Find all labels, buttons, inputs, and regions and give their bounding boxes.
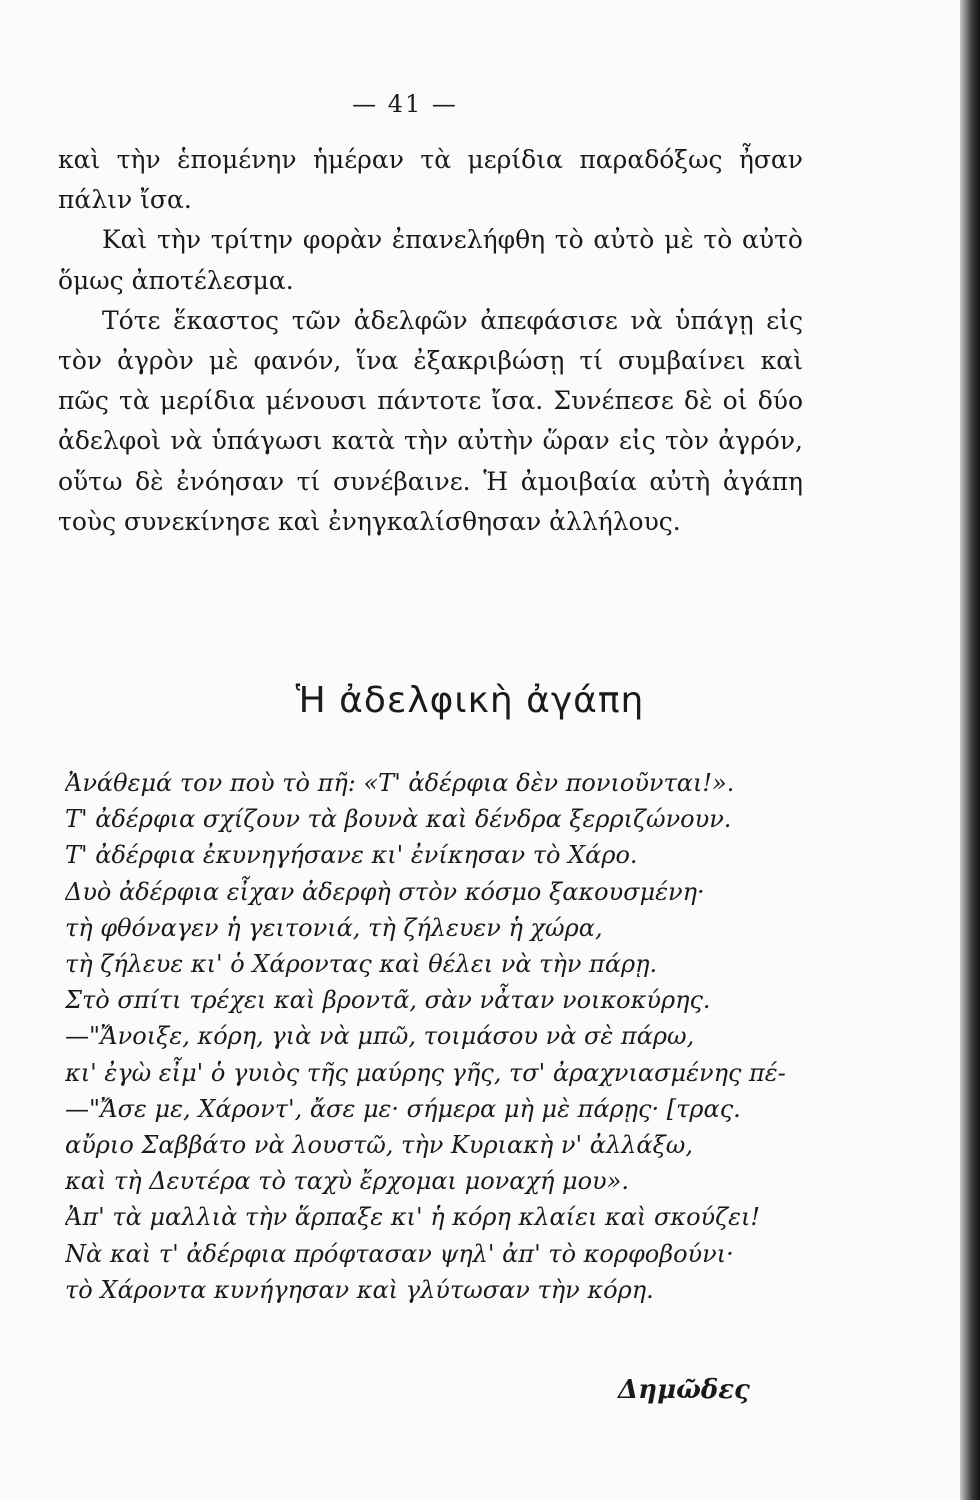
poem-line: Τ' ἀδέρφια σχίζουν τὰ βουνὰ καὶ δένδρα ξερριζώνουν. xyxy=(65,805,732,834)
page-number: — 41 — xyxy=(352,90,458,118)
poem-title: Ἡ ἀδελφικὴ ἀγάπη xyxy=(295,680,645,721)
poem-line: Νὰ καὶ τ' ἀδέρφια πρόφτασαν ψηλ' ἀπ' τὸ κορφοβούνι· xyxy=(65,1239,734,1268)
poem xyxy=(65,765,810,1308)
poem-line: Ἀπ' τὰ μαλλιὰ τὴν ἅρπαξε κι' ἡ κόρη κλαίει καὶ σκούζει! xyxy=(65,1203,761,1232)
poem-line: Ἀνάθεμά τον ποὺ τὸ πῆ: «Τ' ἀδέρφια δὲν πονιοῦνται!». xyxy=(65,769,735,797)
poem-line: —"Ἄσε με, Χάροντ', ἄσε με· σήμερα μὴ μὲ πάρῃς· [τρας. xyxy=(65,1094,741,1123)
page-edge-shadow xyxy=(960,0,980,1500)
poem-line: καὶ τὴ Δευτέρα τὸ ταχὺ ἔρχομαι μοναχή μου». xyxy=(65,1167,629,1196)
poem-line: Τ' ἀδέρφια ἐκυνηγήσανε κι' ἐνίκησαν τὸ Χάρο. xyxy=(65,841,638,870)
prose-paragraph: Καὶ τὴν τρίτην φορὰν ἐπανελήφθη τὸ αὐτὸ μὲ τὸ αὐτὸ ὅμως ἀποτέλεσμα. xyxy=(58,225,803,295)
prose-paragraph: καὶ τὴν ἑπομένην ἡμέραν τὰ μερίδια παραδόξως ἦσαν πάλιν ἴσα. xyxy=(58,145,803,215)
poem-attribution: Δημῶδες xyxy=(618,1375,750,1405)
poem-line: Στὸ σπίτι τρέχει καὶ βροντᾶ, σὰν νἆταν νοικοκύρης. xyxy=(65,986,711,1015)
poem-line: τὴ φθόναγεν ἡ γειτονιά, τὴ ζήλευεν ἡ χώρα, xyxy=(65,913,603,942)
poem-line: τὴ ζήλευε κι' ὁ Χάροντας καὶ θέλει νὰ τὴν πάρῃ. xyxy=(65,950,658,979)
poem-line: αὔριο Σαββάτο νὰ λουστῶ, τὴν Κυριακὴ ν' ἀλλάξω, xyxy=(65,1131,693,1160)
prose-section xyxy=(58,140,803,542)
poem-line: κι' ἐγὼ εἶμ' ὁ γυιὸς τῆς μαύρης γῆς, τσ' ἀραχνιασμένης πέ- xyxy=(65,1058,786,1087)
poem-line: Δυὸ ἀδέρφια εἶχαν ἀδερφὴ στὸν κόσμο ξακουσμένη· xyxy=(65,877,705,906)
poem-line: —"Ἄνοιξε, κόρη, γιὰ νὰ μπῶ, τοιμάσου νὰ σὲ πάρω, xyxy=(65,1022,695,1051)
poem-line: τὸ Χάροντα κυνήγησαν καὶ γλύτωσαν τὴν κόρη. xyxy=(65,1275,654,1304)
prose-paragraph: Τότε ἕκαστος τῶν ἀδελφῶν ἀπεφάσισε νὰ ὑπάγῃ εἰς τὸν ἀγρὸν μὲ φανόν, ἵνα ἐξακριβώσῃ τί συμβαίνει καὶ πῶς τὰ μερίδια μένουσι πάντοτε ἴσα. Συνέπεσε δὲ οἱ δύο ἀδελφοὶ νὰ ὑπάγωσι κατὰ τὴν αὐτὴν ὥραν εἰς τὸν ἀγρόν, οὕτω δὲ ἐνόησαν τί συνέβαινε. Ἡ ἀμοιβαία αὐτὴ ἀγάπη τοὺς συνεκίνησε καὶ ἐνηγκαλίσθησαν ἀλλήλους. xyxy=(58,305,803,536)
